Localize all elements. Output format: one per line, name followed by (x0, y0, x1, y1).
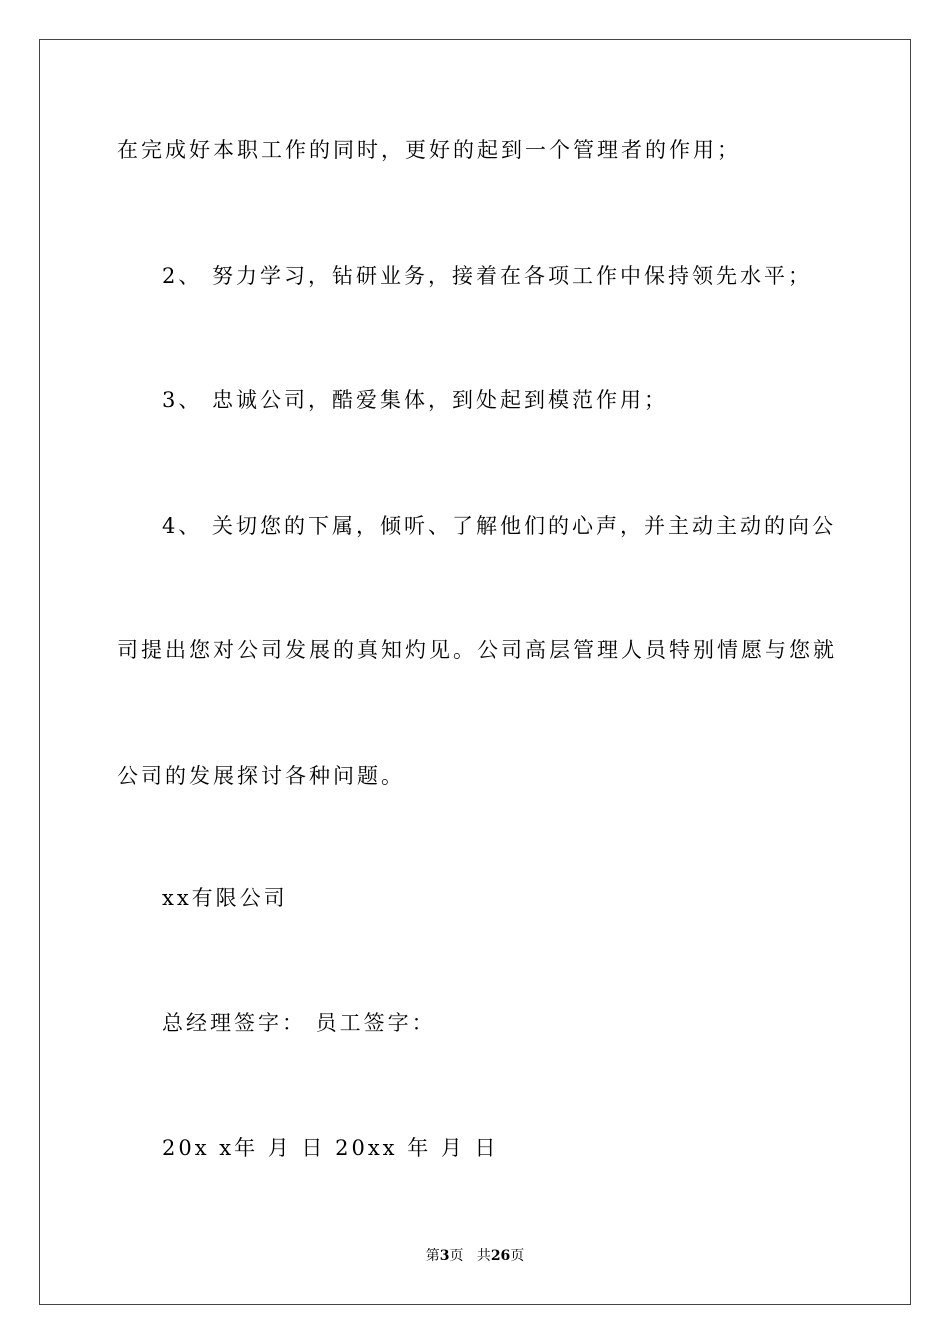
list-item-2: 2、 努力学习，钻研业务，接着在各项工作中保持领先水平； (162, 264, 813, 288)
footer-total-suffix: 页 (510, 1248, 525, 1264)
page-border (39, 39, 911, 1305)
footer-prefix: 第 (425, 1248, 440, 1264)
footer-page-number: 3 (439, 1248, 450, 1264)
company-name: xx有限公司 (162, 886, 288, 910)
text-line-1: 在完成好本职工作的同时，更好的起到一个管理者的作用； (117, 138, 741, 162)
list-item-4: 4、 关切您的下属，倾听、了解他们的心声，并主动主动的向公 (162, 514, 837, 538)
text-line-continued: 司提出您对公司发展的真知灼见。公司高层管理人员特别情愿与您就 (117, 638, 837, 662)
footer-page-suffix: 页 (449, 1248, 464, 1264)
signature-line: 总经理签字： 员工签字： (162, 1011, 436, 1035)
list-item-3: 3、 忠诚公司，酷爱集体，到处起到模范作用； (162, 388, 669, 412)
footer-total-prefix: 共 (476, 1248, 491, 1264)
text-line-end: 公司的发展探讨各种问题。 (117, 764, 405, 788)
date-line: 20x x年 月 日 20xx 年 月 日 (162, 1136, 499, 1160)
page-footer (0, 1246, 950, 1266)
footer-total-pages: 26 (490, 1248, 511, 1264)
